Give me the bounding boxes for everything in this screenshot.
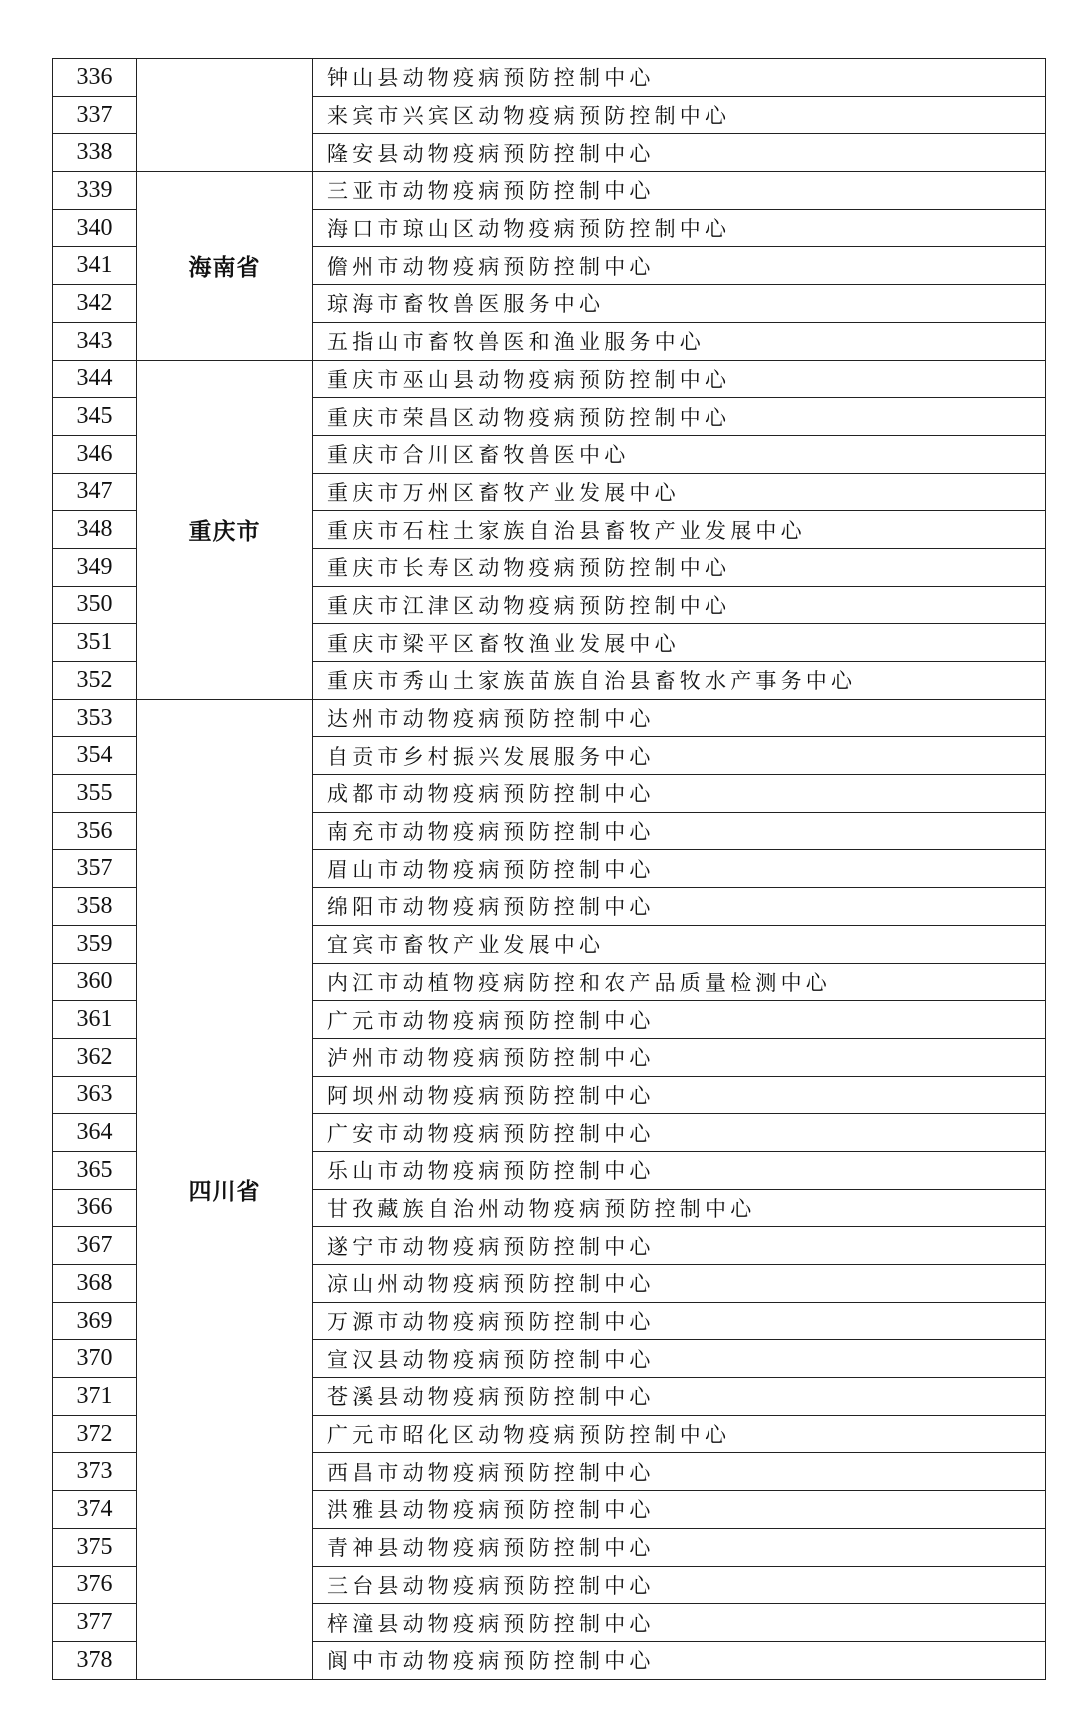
row-number: 371 bbox=[53, 1378, 137, 1416]
row-number: 354 bbox=[53, 737, 137, 775]
institution-name: 重庆市秀山土家族苗族自治县畜牧水产事务中心 bbox=[313, 662, 1046, 700]
institution-name: 广安市动物疫病预防控制中心 bbox=[313, 1114, 1046, 1152]
row-number: 349 bbox=[53, 548, 137, 586]
institution-name: 青神县动物疫病预防控制中心 bbox=[313, 1528, 1046, 1566]
row-number: 364 bbox=[53, 1114, 137, 1152]
row-number: 347 bbox=[53, 473, 137, 511]
row-number: 370 bbox=[53, 1340, 137, 1378]
institution-name: 琼海市畜牧兽医服务中心 bbox=[313, 285, 1046, 323]
institution-name: 重庆市江津区动物疫病预防控制中心 bbox=[313, 586, 1046, 624]
institution-name: 广元市昭化区动物疫病预防控制中心 bbox=[313, 1415, 1046, 1453]
row-number: 366 bbox=[53, 1189, 137, 1227]
row-number: 368 bbox=[53, 1265, 137, 1303]
row-number: 377 bbox=[53, 1604, 137, 1642]
province-cell: 四川省 bbox=[137, 699, 313, 1679]
row-number: 358 bbox=[53, 888, 137, 926]
province-cell: 海南省 bbox=[137, 172, 313, 360]
institution-name: 来宾市兴宾区动物疫病预防控制中心 bbox=[313, 96, 1046, 134]
institution-name: 阿坝州动物疫病预防控制中心 bbox=[313, 1076, 1046, 1114]
institution-name: 遂宁市动物疫病预防控制中心 bbox=[313, 1227, 1046, 1265]
institution-name: 重庆市万州区畜牧产业发展中心 bbox=[313, 473, 1046, 511]
institution-name: 南充市动物疫病预防控制中心 bbox=[313, 812, 1046, 850]
institution-name: 海口市琼山区动物疫病预防控制中心 bbox=[313, 209, 1046, 247]
row-number: 359 bbox=[53, 925, 137, 963]
institution-table bbox=[52, 58, 1046, 1680]
row-number: 338 bbox=[53, 134, 137, 172]
institution-name: 眉山市动物疫病预防控制中心 bbox=[313, 850, 1046, 888]
institution-name: 钟山县动物疫病预防控制中心 bbox=[313, 59, 1046, 97]
institution-name: 绵阳市动物疫病预防控制中心 bbox=[313, 888, 1046, 926]
row-number: 376 bbox=[53, 1566, 137, 1604]
institution-name: 三台县动物疫病预防控制中心 bbox=[313, 1566, 1046, 1604]
row-number: 374 bbox=[53, 1491, 137, 1529]
institution-name: 阆中市动物疫病预防控制中心 bbox=[313, 1641, 1046, 1679]
row-number: 342 bbox=[53, 285, 137, 323]
row-number: 361 bbox=[53, 1001, 137, 1039]
row-number: 367 bbox=[53, 1227, 137, 1265]
institution-name: 重庆市合川区畜牧兽医中心 bbox=[313, 435, 1046, 473]
institution-name: 重庆市荣昌区动物疫病预防控制中心 bbox=[313, 398, 1046, 436]
institution-name: 梓潼县动物疫病预防控制中心 bbox=[313, 1604, 1046, 1642]
institution-name: 苍溪县动物疫病预防控制中心 bbox=[313, 1378, 1046, 1416]
institution-name: 重庆市长寿区动物疫病预防控制中心 bbox=[313, 548, 1046, 586]
institution-name: 万源市动物疫病预防控制中心 bbox=[313, 1302, 1046, 1340]
row-number: 375 bbox=[53, 1528, 137, 1566]
table-row bbox=[53, 59, 1046, 97]
row-number: 345 bbox=[53, 398, 137, 436]
row-number: 336 bbox=[53, 59, 137, 97]
institution-name: 泸州市动物疫病预防控制中心 bbox=[313, 1038, 1046, 1076]
row-number: 346 bbox=[53, 435, 137, 473]
institution-name: 广元市动物疫病预防控制中心 bbox=[313, 1001, 1046, 1039]
institution-name: 内江市动植物疫病防控和农产品质量检测中心 bbox=[313, 963, 1046, 1001]
row-number: 378 bbox=[53, 1641, 137, 1679]
table-row bbox=[53, 360, 1046, 398]
row-number: 372 bbox=[53, 1415, 137, 1453]
province-cell bbox=[137, 59, 313, 172]
institution-name: 隆安县动物疫病预防控制中心 bbox=[313, 134, 1046, 172]
table-row bbox=[53, 699, 1046, 737]
institution-name: 洪雅县动物疫病预防控制中心 bbox=[313, 1491, 1046, 1529]
institution-name: 西昌市动物疫病预防控制中心 bbox=[313, 1453, 1046, 1491]
institution-name: 儋州市动物疫病预防控制中心 bbox=[313, 247, 1046, 285]
row-number: 360 bbox=[53, 963, 137, 1001]
table-row bbox=[53, 172, 1046, 210]
institution-name: 成都市动物疫病预防控制中心 bbox=[313, 775, 1046, 813]
institution-name: 宜宾市畜牧产业发展中心 bbox=[313, 925, 1046, 963]
table-body bbox=[53, 59, 1046, 1680]
row-number: 351 bbox=[53, 624, 137, 662]
institution-name: 三亚市动物疫病预防控制中心 bbox=[313, 172, 1046, 210]
province-cell: 重庆市 bbox=[137, 360, 313, 699]
row-number: 337 bbox=[53, 96, 137, 134]
institution-name: 重庆市梁平区畜牧渔业发展中心 bbox=[313, 624, 1046, 662]
institution-name: 重庆市巫山县动物疫病预防控制中心 bbox=[313, 360, 1046, 398]
row-number: 362 bbox=[53, 1038, 137, 1076]
institution-name: 自贡市乡村振兴发展服务中心 bbox=[313, 737, 1046, 775]
row-number: 355 bbox=[53, 775, 137, 813]
institution-name: 重庆市石柱土家族自治县畜牧产业发展中心 bbox=[313, 511, 1046, 549]
row-number: 344 bbox=[53, 360, 137, 398]
row-number: 343 bbox=[53, 322, 137, 360]
row-number: 356 bbox=[53, 812, 137, 850]
row-number: 353 bbox=[53, 699, 137, 737]
row-number: 339 bbox=[53, 172, 137, 210]
row-number: 348 bbox=[53, 511, 137, 549]
row-number: 340 bbox=[53, 209, 137, 247]
row-number: 350 bbox=[53, 586, 137, 624]
institution-name: 甘孜藏族自治州动物疫病预防控制中心 bbox=[313, 1189, 1046, 1227]
row-number: 365 bbox=[53, 1151, 137, 1189]
row-number: 369 bbox=[53, 1302, 137, 1340]
row-number: 373 bbox=[53, 1453, 137, 1491]
row-number: 357 bbox=[53, 850, 137, 888]
row-number: 352 bbox=[53, 662, 137, 700]
institution-name: 乐山市动物疫病预防控制中心 bbox=[313, 1151, 1046, 1189]
row-number: 363 bbox=[53, 1076, 137, 1114]
institution-name: 宣汉县动物疫病预防控制中心 bbox=[313, 1340, 1046, 1378]
institution-name: 达州市动物疫病预防控制中心 bbox=[313, 699, 1046, 737]
institution-name: 五指山市畜牧兽医和渔业服务中心 bbox=[313, 322, 1046, 360]
row-number: 341 bbox=[53, 247, 137, 285]
institution-name: 凉山州动物疫病预防控制中心 bbox=[313, 1265, 1046, 1303]
